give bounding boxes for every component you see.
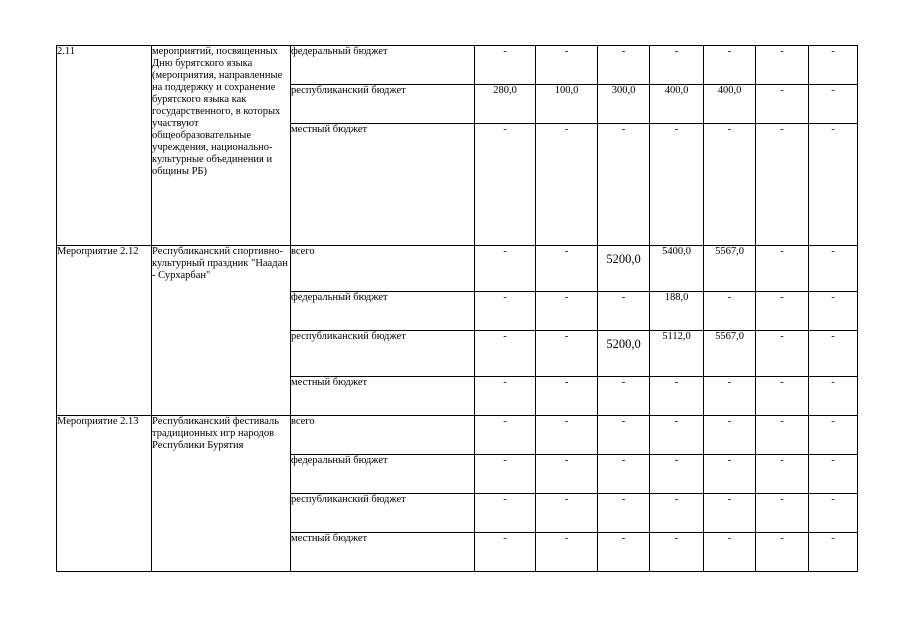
measure-name: мероприятий, посвященных Дню бурятского языка (мероприятия, направленные на поддержку и сохранение бурятского языка как государственного, в которых участвуют общеобразовательные учреждения, национально-культурные объединения и общины РБ) xyxy=(152,46,291,246)
value-cell: - xyxy=(598,455,650,494)
measure-number: Мероприятие 2.13 xyxy=(57,416,152,572)
value-cell: - xyxy=(809,533,858,572)
value-cell: - xyxy=(704,292,756,331)
measure-number: Мероприятие 2.12 xyxy=(57,246,152,416)
value-cell: - xyxy=(598,533,650,572)
funding-source: федеральный бюджет xyxy=(291,292,475,331)
value-cell: - xyxy=(756,533,809,572)
value-cell: - xyxy=(756,494,809,533)
value-cell: - xyxy=(475,124,536,246)
value-cell: - xyxy=(756,455,809,494)
value-cell: - xyxy=(704,377,756,416)
funding-source: республиканский бюджет xyxy=(291,331,475,377)
value-cell: - xyxy=(809,246,858,292)
value-cell: - xyxy=(536,533,598,572)
value-cell: - xyxy=(756,85,809,124)
value-cell: - xyxy=(704,416,756,455)
value-cell: - xyxy=(650,455,704,494)
value-cell: - xyxy=(475,331,536,377)
funding-source: всего xyxy=(291,246,475,292)
value-cell: - xyxy=(809,416,858,455)
value-cell: - xyxy=(704,533,756,572)
value-cell: - xyxy=(475,292,536,331)
funding-source: местный бюджет xyxy=(291,124,475,246)
value-cell: - xyxy=(650,416,704,455)
funding-source: местный бюджет xyxy=(291,533,475,572)
value-cell: - xyxy=(475,494,536,533)
table-row xyxy=(57,416,858,455)
value-cell: 5200,0 xyxy=(598,246,650,292)
table-row xyxy=(57,246,858,292)
value-cell: - xyxy=(756,292,809,331)
value-cell: - xyxy=(704,46,756,85)
value-cell: - xyxy=(809,455,858,494)
value-cell: - xyxy=(598,494,650,533)
value-cell: 188,0 xyxy=(650,292,704,331)
value-cell: - xyxy=(809,124,858,246)
budget-table xyxy=(56,45,858,572)
value-cell: - xyxy=(536,246,598,292)
value-cell: - xyxy=(598,377,650,416)
value-cell: - xyxy=(536,46,598,85)
value-cell: - xyxy=(598,124,650,246)
value-cell: - xyxy=(650,377,704,416)
value-cell: - xyxy=(756,377,809,416)
value-cell: - xyxy=(809,85,858,124)
value-cell: 5567,0 xyxy=(704,246,756,292)
value-cell: - xyxy=(650,46,704,85)
value-cell: - xyxy=(475,533,536,572)
value-cell: - xyxy=(756,124,809,246)
measure-name: Республиканский фестиваль традиционных игр народов Республики Бурятия xyxy=(152,416,291,572)
value-cell: - xyxy=(809,494,858,533)
funding-source: республиканский бюджет xyxy=(291,494,475,533)
value-cell: - xyxy=(650,533,704,572)
value-cell: - xyxy=(475,455,536,494)
value-cell: - xyxy=(756,416,809,455)
value-cell: - xyxy=(650,494,704,533)
value-cell: 5567,0 xyxy=(704,331,756,377)
value-cell: - xyxy=(475,246,536,292)
measure-name: Республиканский спортивно-культурный праздник "Наадан - Сурхарбан" xyxy=(152,246,291,416)
value-cell: - xyxy=(809,331,858,377)
value-cell: - xyxy=(536,494,598,533)
value-cell: - xyxy=(475,377,536,416)
value-cell: - xyxy=(704,494,756,533)
funding-source: местный бюджет xyxy=(291,377,475,416)
value-cell: - xyxy=(598,292,650,331)
value-cell: - xyxy=(809,46,858,85)
value-cell: - xyxy=(650,124,704,246)
value-cell: - xyxy=(756,46,809,85)
value-cell: - xyxy=(598,416,650,455)
value-cell: - xyxy=(756,246,809,292)
value-cell: - xyxy=(809,292,858,331)
value-cell: - xyxy=(536,455,598,494)
funding-source: федеральный бюджет xyxy=(291,46,475,85)
value-cell: - xyxy=(704,455,756,494)
value-cell: - xyxy=(536,416,598,455)
value-cell: 5200,0 xyxy=(598,331,650,377)
funding-source: федеральный бюджет xyxy=(291,455,475,494)
value-cell: 100,0 xyxy=(536,85,598,124)
value-cell: 280,0 xyxy=(475,85,536,124)
table-row xyxy=(57,46,858,85)
value-cell: 400,0 xyxy=(650,85,704,124)
value-cell: - xyxy=(536,124,598,246)
value-cell: - xyxy=(704,124,756,246)
budget-table-body xyxy=(57,46,858,572)
funding-source: всего xyxy=(291,416,475,455)
value-cell: 300,0 xyxy=(598,85,650,124)
value-cell: 5112,0 xyxy=(650,331,704,377)
value-cell: - xyxy=(756,331,809,377)
funding-source: республиканский бюджет xyxy=(291,85,475,124)
value-cell: - xyxy=(475,416,536,455)
value-cell: - xyxy=(475,46,536,85)
value-cell: 5400,0 xyxy=(650,246,704,292)
value-cell: - xyxy=(536,331,598,377)
value-cell: - xyxy=(809,377,858,416)
value-cell: - xyxy=(536,377,598,416)
value-cell: - xyxy=(598,46,650,85)
measure-number: 2.11 xyxy=(57,46,152,246)
value-cell: - xyxy=(536,292,598,331)
value-cell: 400,0 xyxy=(704,85,756,124)
